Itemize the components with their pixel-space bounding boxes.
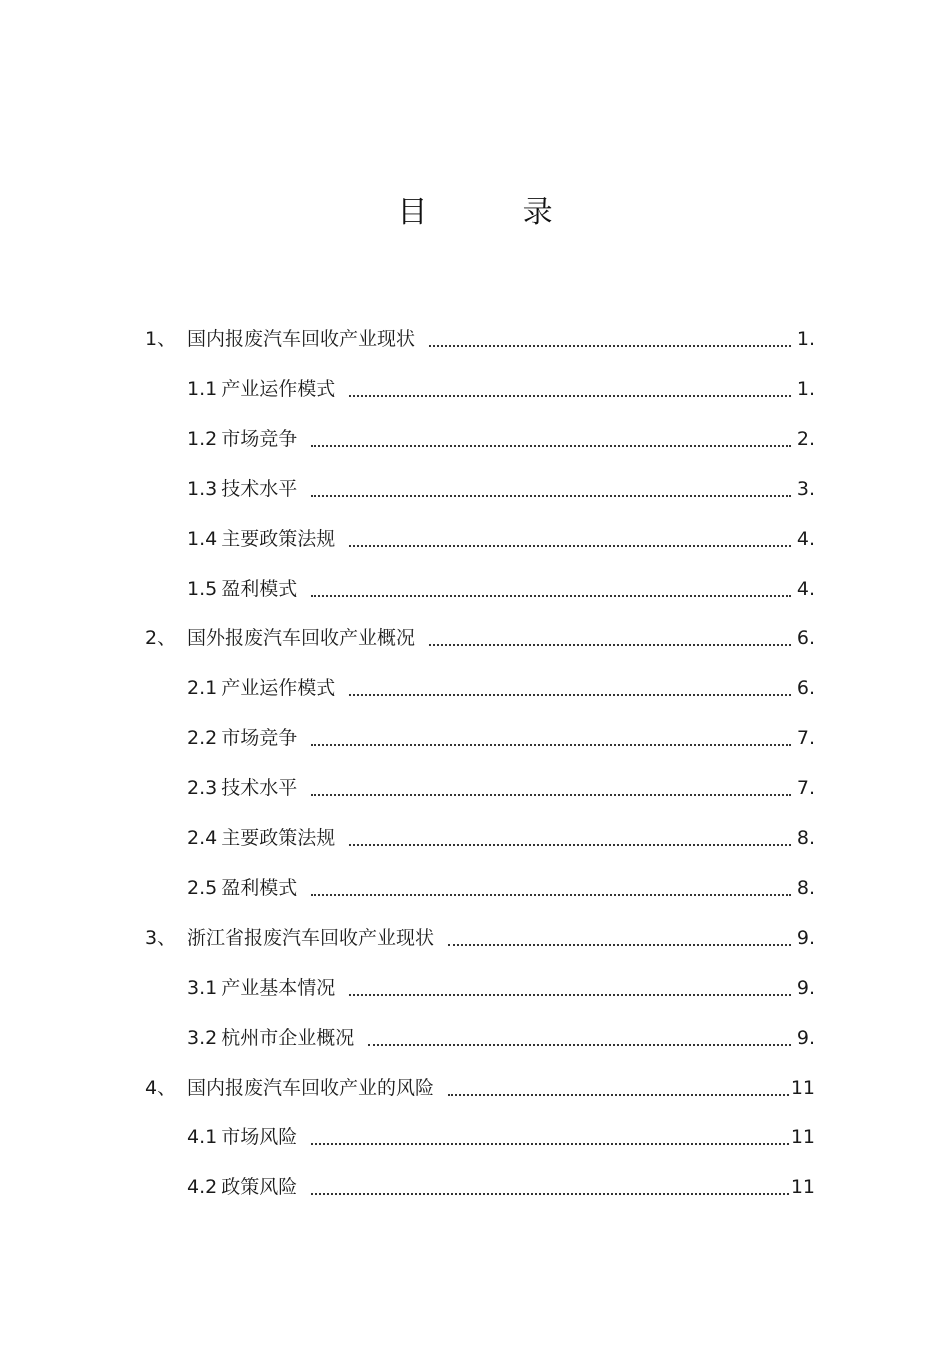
toc-section-entry[interactable] <box>187 1112 815 1162</box>
toc-entry-number: 2.5 <box>187 876 218 899</box>
toc-chapter-entry[interactable] <box>145 913 815 963</box>
toc-page-number: 6. <box>796 677 815 700</box>
toc-entry-label: 盈利模式 <box>221 577 298 600</box>
toc-entry-number: 1.2 <box>187 427 218 450</box>
toc-entry-label: 主要政策法规 <box>221 527 336 550</box>
toc-entry-label: 政策风险 <box>221 1176 298 1199</box>
toc-chapter-entry[interactable] <box>145 314 815 364</box>
toc-dot-leader <box>448 1063 789 1113</box>
toc-entry-label: 市场竞争 <box>221 727 298 750</box>
toc-entry-number: 4.2 <box>187 1176 218 1199</box>
toc-section-entry[interactable] <box>187 713 815 763</box>
toc-page-number: 3. <box>796 477 815 500</box>
toc-entry-label: 技术水平 <box>221 777 298 800</box>
toc-entry-label: 产业运作模式 <box>221 677 336 700</box>
toc-dot-leader <box>349 364 791 414</box>
toc-dot-leader <box>311 464 791 514</box>
toc-page-number: 4. <box>796 577 815 600</box>
toc-section-entry[interactable] <box>187 1013 815 1063</box>
toc-section-entry[interactable] <box>187 464 815 514</box>
toc-page-number: 2. <box>796 427 815 450</box>
toc-page-number: 9. <box>796 1026 815 1049</box>
toc-dot-leader <box>311 713 791 763</box>
toc-section-entry[interactable] <box>187 763 815 813</box>
toc-dot-leader <box>349 514 791 564</box>
toc-entry-number: 4、 <box>145 1076 177 1099</box>
toc-page-number: 4. <box>796 527 815 550</box>
toc-dot-leader <box>429 613 791 663</box>
toc-section-entry[interactable] <box>187 813 815 863</box>
toc-entry-number: 2.4 <box>187 827 218 849</box>
toc-entry-number: 4.1 <box>187 1126 218 1149</box>
toc-entry-label: 主要政策法规 <box>221 827 336 849</box>
toc-entry-label: 盈利模式 <box>221 876 298 899</box>
toc-entry-number: 1.1 <box>187 377 218 400</box>
toc-dot-leader <box>311 564 791 614</box>
toc-page-number: 11 <box>790 1176 815 1199</box>
toc-entry-label: 市场竞争 <box>221 427 298 450</box>
toc-dot-leader <box>349 963 791 1013</box>
toc-page-number: 11 <box>790 1076 815 1099</box>
toc-section-entry[interactable] <box>187 364 815 414</box>
toc-dot-leader <box>311 414 791 464</box>
toc-entry-number: 3.1 <box>187 976 218 999</box>
toc-dot-leader <box>349 663 791 713</box>
toc-page-number: 7. <box>796 727 815 750</box>
toc-chapter-entry[interactable] <box>145 613 815 663</box>
toc-entry-label: 国内报废汽车回收产业的风险 <box>187 1076 435 1099</box>
toc-entry-label: 国内报废汽车回收产业现状 <box>187 328 416 350</box>
toc-section-entry[interactable] <box>187 564 815 614</box>
toc-dot-leader <box>311 1162 789 1212</box>
toc-entry-number: 3、 <box>145 926 177 949</box>
toc-page-number: 7. <box>796 777 815 800</box>
toc-page-number: 1. <box>796 328 815 350</box>
toc-section-entry[interactable] <box>187 863 815 913</box>
toc-dot-leader <box>311 763 791 813</box>
toc-entry-label: 浙江省报废汽车回收产业现状 <box>187 926 435 949</box>
toc-entry-label: 市场风险 <box>221 1126 298 1149</box>
toc-entry-number: 2.1 <box>187 677 218 700</box>
toc-section-entry[interactable] <box>187 1162 815 1212</box>
toc-section-entry[interactable] <box>187 663 815 713</box>
toc-entry-number: 2、 <box>145 627 177 650</box>
toc-section-entry[interactable] <box>187 963 815 1013</box>
toc-entry-number: 1、 <box>145 328 177 350</box>
toc-entry-label: 杭州市企业概况 <box>221 1026 355 1049</box>
toc-entry-label: 产业运作模式 <box>221 377 336 400</box>
toc-page-number: 9. <box>796 926 815 949</box>
toc-page-number: 11 <box>790 1126 815 1149</box>
toc-entry-number: 3.2 <box>187 1026 218 1049</box>
toc-dot-leader <box>311 863 791 913</box>
toc-page-number: 9. <box>796 976 815 999</box>
toc-section-entry[interactable] <box>187 414 815 464</box>
toc-page-number: 6. <box>796 627 815 650</box>
toc-chapter-entry[interactable] <box>145 1063 815 1113</box>
toc-entry-number: 1.3 <box>187 477 218 500</box>
toc-entry-label: 技术水平 <box>221 477 298 500</box>
toc-dot-leader <box>429 314 791 364</box>
toc-page-number: 8. <box>796 876 815 899</box>
toc-entry-number: 1.5 <box>187 577 218 600</box>
toc-dot-leader <box>368 1013 791 1063</box>
toc-dot-leader <box>448 913 791 963</box>
toc-section-entry[interactable] <box>187 514 815 564</box>
page-title: 目 录 <box>397 195 553 230</box>
toc-entry-number: 2.3 <box>187 777 218 800</box>
toc-entry-label: 国外报废汽车回收产业概况 <box>187 627 416 650</box>
toc-page-number: 8. <box>796 827 815 849</box>
toc-entry-label: 产业基本情况 <box>221 976 336 999</box>
toc-entry-number: 1.4 <box>187 527 218 550</box>
toc-dot-leader <box>349 813 791 863</box>
toc-dot-leader <box>311 1112 789 1162</box>
toc-entry-number: 2.2 <box>187 727 218 750</box>
toc-page-number: 1. <box>796 377 815 400</box>
